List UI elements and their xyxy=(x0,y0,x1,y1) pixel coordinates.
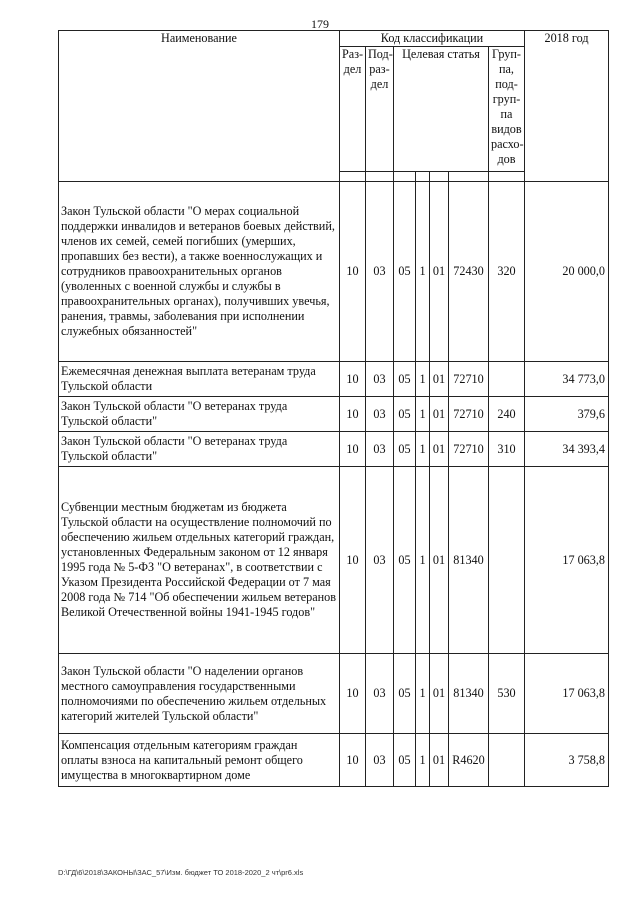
row-cs-subprogram: 1 xyxy=(416,182,430,362)
table-row xyxy=(59,734,609,787)
table-row xyxy=(59,182,609,362)
row-cs-direction: 72710 xyxy=(449,432,489,467)
row-cs-direction: R4620 xyxy=(449,734,489,787)
row-cs-event: 01 xyxy=(430,362,449,397)
header-year: 2018 год xyxy=(525,31,609,182)
row-gruppa: 320 xyxy=(489,182,525,362)
table-row xyxy=(59,432,609,467)
header-podrazdel: Под- раз- дел xyxy=(366,47,394,172)
row-cs-event: 01 xyxy=(430,467,449,654)
footer-file-path: D:\ГД\6\2018\ЗАКОНЫ\ЗАС_57\Изм. бюджет ТО 2018-2020_2 чт\pr6.xls xyxy=(58,868,304,877)
row-gruppa xyxy=(489,362,525,397)
row-gruppa: 240 xyxy=(489,397,525,432)
row-cs-direction: 81340 xyxy=(449,467,489,654)
row-cs-event: 01 xyxy=(430,432,449,467)
row-value-2018: 17 063,8 xyxy=(525,467,609,654)
row-cs-program: 05 xyxy=(394,397,416,432)
table-row xyxy=(59,397,609,432)
row-cs-subprogram: 1 xyxy=(416,734,430,787)
row-cs-program: 05 xyxy=(394,182,416,362)
row-razdel: 10 xyxy=(340,467,366,654)
header-kod: Код классификации xyxy=(340,31,525,47)
row-razdel: 10 xyxy=(340,397,366,432)
row-razdel: 10 xyxy=(340,734,366,787)
row-name: Закон Тульской области "О наделении органов местного самоуправления государственными полномочиями по обеспечению жильем отдельных категорий жителей Тульской области" xyxy=(59,654,340,734)
row-cs-program: 05 xyxy=(394,362,416,397)
header-name: Наименование xyxy=(59,31,340,182)
row-cs-subprogram: 1 xyxy=(416,362,430,397)
header-razdel: Раз- дел xyxy=(340,47,366,172)
row-razdel: 10 xyxy=(340,362,366,397)
row-cs-event: 01 xyxy=(430,734,449,787)
row-cs-event: 01 xyxy=(430,654,449,734)
row-cs-subprogram: 1 xyxy=(416,467,430,654)
row-value-2018: 20 000,0 xyxy=(525,182,609,362)
row-name: Закон Тульской области "О ветеранах труда Тульской области" xyxy=(59,397,340,432)
row-cs-event: 01 xyxy=(430,182,449,362)
row-name: Закон Тульской области "О мерах социальной поддержки инвалидов и ветеранов боевых действий, членов их семей, семей погибших (умерших, пропавших без вести), а также военнослужащих и сотрудников правоохранительных органов (уволенных с военной службы и службы в правоохранительных органах), получивших увечья, ранения, травмы, заболевания при исполнении служебных обязанностей" xyxy=(59,182,340,362)
row-razdel: 10 xyxy=(340,654,366,734)
row-cs-event: 01 xyxy=(430,397,449,432)
row-name: Ежемесячная денежная выплата ветеранам труда Тульской области xyxy=(59,362,340,397)
header-celevaya: Целевая статья xyxy=(394,47,489,172)
row-name: Субвенции местным бюджетам из бюджета Тульской области на осуществление полномочий по обеспечению жильем отдельных категорий граждан, установленных Федеральным законом от 12 января 1995 года № 5-ФЗ "О ветеранах", в соответствии с Указом Президента Российской Федерации от 7 мая 2008 года № 714 "Об обеспечении жильем ветеранов Великой Отечественной войны 1941-1945 годов" xyxy=(59,467,340,654)
row-cs-program: 05 xyxy=(394,734,416,787)
row-value-2018: 17 063,8 xyxy=(525,654,609,734)
table-row xyxy=(59,467,609,654)
row-name: Закон Тульской области "О ветеранах труда Тульской области" xyxy=(59,432,340,467)
row-value-2018: 379,6 xyxy=(525,397,609,432)
row-gruppa xyxy=(489,734,525,787)
row-cs-subprogram: 1 xyxy=(416,654,430,734)
table-row xyxy=(59,362,609,397)
row-value-2018: 34 393,4 xyxy=(525,432,609,467)
row-podrazdel: 03 xyxy=(366,182,394,362)
row-gruppa xyxy=(489,467,525,654)
row-gruppa: 310 xyxy=(489,432,525,467)
header-gruppa: Груп- па, под- груп- па видов расхо- дов xyxy=(489,47,525,172)
budget-table xyxy=(58,30,609,787)
row-cs-direction: 72710 xyxy=(449,397,489,432)
row-podrazdel: 03 xyxy=(366,362,394,397)
row-razdel: 10 xyxy=(340,182,366,362)
table-row xyxy=(59,654,609,734)
header-row-top xyxy=(59,31,609,47)
row-podrazdel: 03 xyxy=(366,432,394,467)
row-cs-subprogram: 1 xyxy=(416,397,430,432)
row-cs-direction: 81340 xyxy=(449,654,489,734)
row-podrazdel: 03 xyxy=(366,734,394,787)
table-body xyxy=(59,182,609,787)
row-cs-direction: 72710 xyxy=(449,362,489,397)
row-name: Компенсация отдельным категориям граждан оплаты взноса на капитальный ремонт общего имущества в многоквартирном доме xyxy=(59,734,340,787)
row-podrazdel: 03 xyxy=(366,654,394,734)
row-cs-program: 05 xyxy=(394,654,416,734)
page-number: 179 xyxy=(311,17,329,31)
row-razdel: 10 xyxy=(340,432,366,467)
row-value-2018: 34 773,0 xyxy=(525,362,609,397)
row-gruppa: 530 xyxy=(489,654,525,734)
row-cs-program: 05 xyxy=(394,467,416,654)
row-podrazdel: 03 xyxy=(366,467,394,654)
row-cs-program: 05 xyxy=(394,432,416,467)
row-cs-direction: 72430 xyxy=(449,182,489,362)
row-cs-subprogram: 1 xyxy=(416,432,430,467)
row-podrazdel: 03 xyxy=(366,397,394,432)
row-value-2018: 3 758,8 xyxy=(525,734,609,787)
